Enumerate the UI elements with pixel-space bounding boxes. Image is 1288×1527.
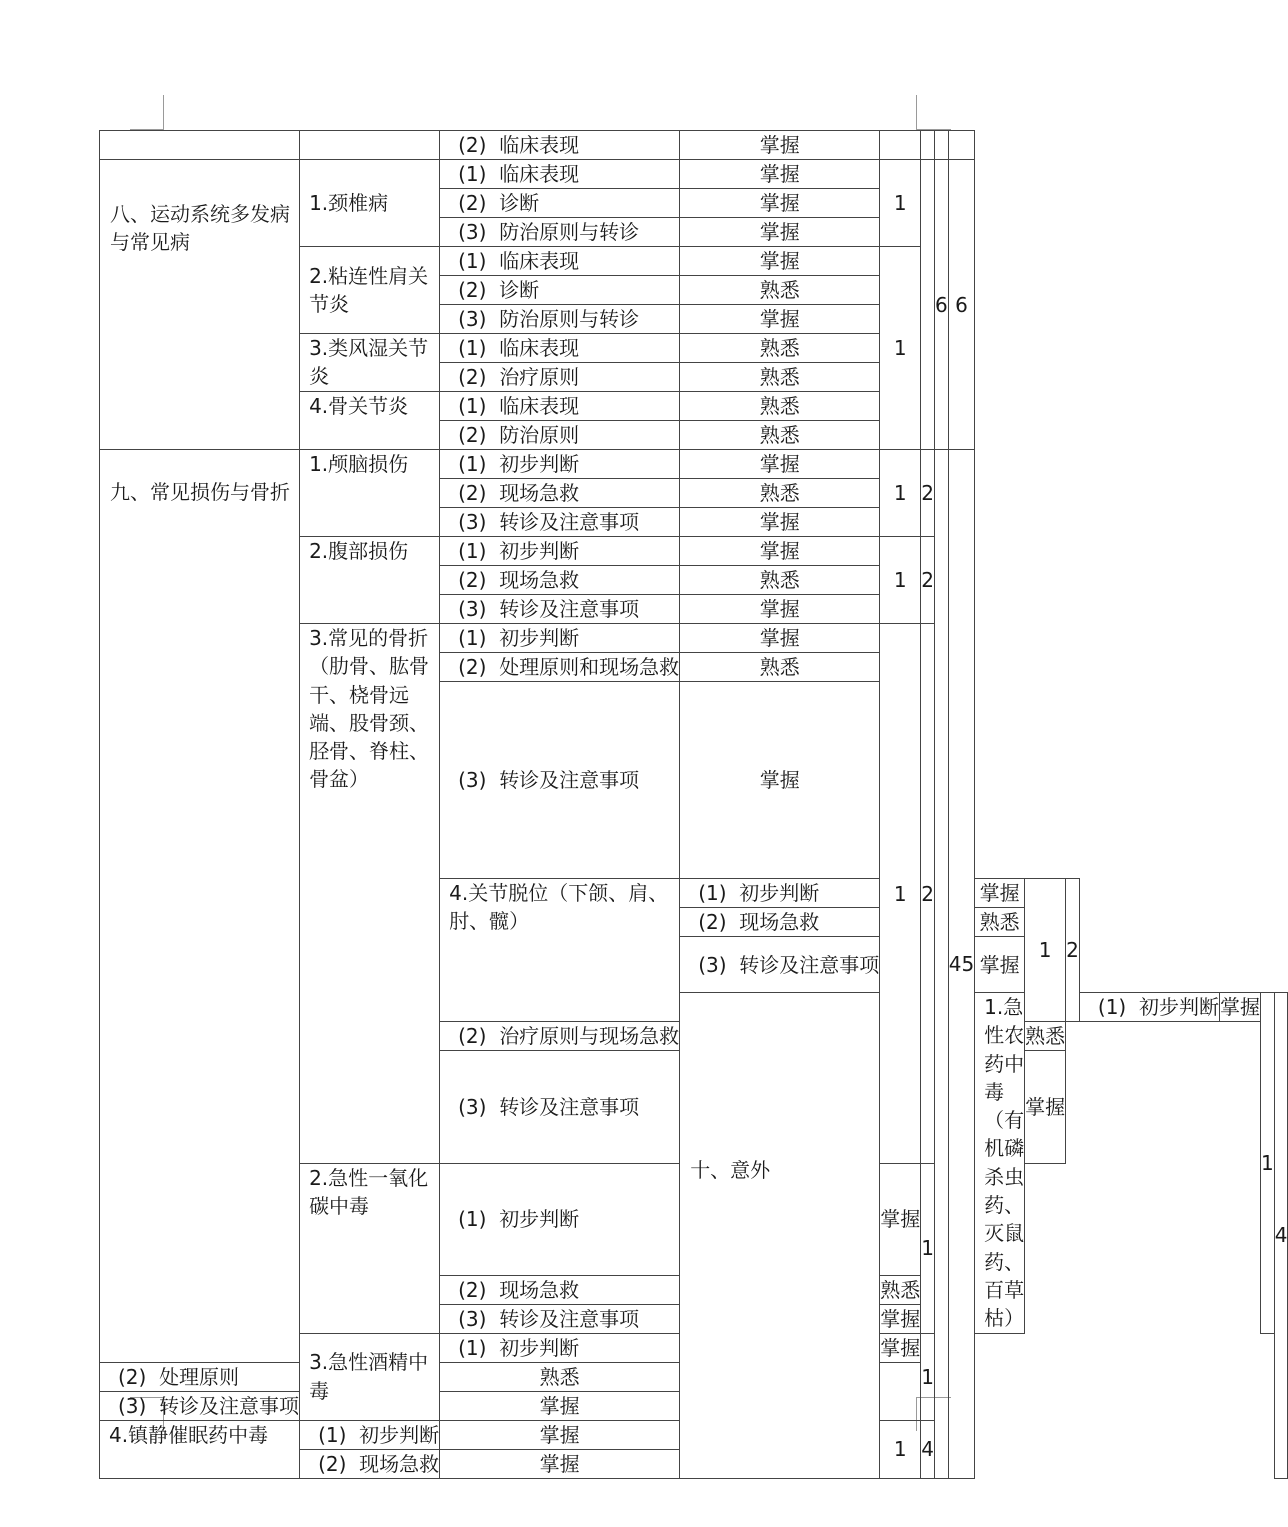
- content-item: (2) 现场急救: [440, 1275, 680, 1304]
- chapter-total: 6: [948, 160, 974, 450]
- content-item: (2) 现场急救: [440, 566, 680, 595]
- table-row: [100, 131, 1288, 160]
- practice-value: 2: [921, 537, 935, 624]
- content-item: (3) 转诊及注意事项: [680, 937, 880, 993]
- requirement-level: 掌握: [880, 1164, 921, 1276]
- topic-title: 4.关节脱位（下颌、肩、肘、髋）: [440, 879, 680, 1022]
- content-item: (1) 临床表现: [440, 160, 680, 189]
- requirement-level: 掌握: [440, 1449, 680, 1478]
- chapter-subtotal: 6: [934, 160, 948, 450]
- hours-value: 1: [880, 160, 921, 247]
- requirement-level: 熟悉: [680, 421, 880, 450]
- hours-value: 1: [880, 247, 921, 450]
- requirement-level: 熟悉: [680, 363, 880, 392]
- requirement-level: 掌握: [680, 218, 880, 247]
- requirement-level: 熟悉: [880, 1275, 921, 1304]
- content-item: (2) 处理原则和现场急救: [440, 653, 680, 682]
- content-item: (2) 现场急救: [300, 1449, 440, 1478]
- requirement-level: 掌握: [680, 450, 880, 479]
- crop-mark-top-left: [130, 95, 164, 130]
- hours-value: 1: [880, 537, 921, 624]
- content-item: (3) 转诊及注意事项: [440, 1304, 680, 1333]
- practice-value: 2: [1066, 879, 1080, 1022]
- topic-title: 4.镇静催眠药中毒: [100, 1420, 300, 1478]
- content-item: (3) 防治原则与转诊: [440, 305, 680, 334]
- table-row: [100, 450, 1288, 479]
- requirement-level: 熟悉: [680, 392, 880, 421]
- content-item: (3) 转诊及注意事项: [440, 508, 680, 537]
- requirement-level: 掌握: [680, 247, 880, 276]
- requirement-level: 掌握: [975, 879, 1025, 908]
- requirement-level: 掌握: [680, 537, 880, 566]
- topic-title: 3.类风湿关节炎: [300, 334, 440, 392]
- requirement-level: 掌握: [680, 682, 880, 879]
- hours-value: 1: [880, 450, 921, 537]
- topic-title: 3.急性酒精中毒: [300, 1333, 440, 1420]
- content-item: (3) 转诊及注意事项: [440, 682, 680, 879]
- practice-value: 4: [921, 1420, 935, 1478]
- total-cell: [948, 131, 974, 160]
- requirement-level: 掌握: [680, 624, 880, 653]
- topic-cell-empty: [300, 131, 440, 160]
- content-item: (2) 治疗原则与现场急救: [440, 1022, 680, 1051]
- hours-value: 1: [880, 624, 921, 1164]
- requirement-level: 熟悉: [680, 276, 880, 305]
- requirement-level: 掌握: [680, 189, 880, 218]
- subtotal-cell: [934, 450, 948, 1479]
- requirement-level: 熟悉: [680, 479, 880, 508]
- content-item: (1) 初步判断: [1079, 993, 1219, 1022]
- topic-title: 2.粘连性肩关节炎: [300, 247, 440, 334]
- practice-cell: [921, 131, 935, 160]
- chapter-title-10: 十、意外: [680, 993, 880, 1479]
- chapter-cell-empty: [100, 131, 300, 160]
- content-item: (2) 防治原则: [440, 421, 680, 450]
- requirement-level: 掌握: [975, 937, 1025, 993]
- topic-title: 1.急性农药中毒（有机磷杀虫药、灭鼠药、百草枯）: [975, 993, 1025, 1334]
- content-item: (2) 处理原则: [100, 1362, 300, 1391]
- practice-value: 2: [921, 624, 935, 1164]
- requirement-level: 熟悉: [680, 334, 880, 363]
- requirement-level: 掌握: [680, 305, 880, 334]
- topic-title: 4.骨关节炎: [300, 392, 440, 450]
- topic-title: 1.颈椎病: [300, 160, 440, 247]
- chapter-title-9: 九、常见损伤与骨折: [100, 450, 300, 1363]
- content-item: (1) 初步判断: [440, 624, 680, 653]
- requirement-level: 掌握: [880, 1333, 921, 1362]
- topic-title: 1.颅脑损伤: [300, 450, 440, 537]
- content-item: (3) 转诊及注意事项: [100, 1391, 300, 1420]
- requirement-level: 掌握: [880, 1304, 921, 1333]
- requirement-level: 熟悉: [680, 653, 880, 682]
- content-item: (1) 初步判断: [440, 450, 680, 479]
- content-item: (1) 临床表现: [440, 392, 680, 421]
- crop-mark-top-right: [916, 95, 951, 130]
- chapter-title-8: 八、运动系统多发病与常见病: [100, 160, 300, 450]
- content-item: (1) 临床表现: [440, 334, 680, 363]
- practice-cell: [921, 160, 935, 450]
- requirement-level: 熟悉: [975, 908, 1025, 937]
- table-row: [100, 160, 1288, 189]
- content-item: (2) 诊断: [440, 276, 680, 305]
- requirement-level: 掌握: [1025, 1051, 1066, 1164]
- hours-value: 1: [880, 1420, 921, 1478]
- requirement-level: 熟悉: [1025, 1022, 1066, 1051]
- content-item: (3) 转诊及注意事项: [440, 1051, 680, 1164]
- content-item: (2) 现场急救: [440, 479, 680, 508]
- content-item: (1) 初步判断: [440, 1164, 680, 1276]
- topic-title: 2.腹部损伤: [300, 537, 440, 624]
- content-item: (2) 诊断: [440, 189, 680, 218]
- requirement-level: 掌握: [680, 595, 880, 624]
- topic-title: 3.常见的骨折（肋骨、肱骨干、桡骨远端、股骨颈、胫骨、脊柱、骨盆）: [300, 624, 440, 1164]
- hours-value: 1: [921, 1164, 935, 1334]
- requirement-level: 熟悉: [440, 1362, 680, 1391]
- hours-value: 1: [1025, 879, 1066, 1022]
- requirement-level: 掌握: [1219, 993, 1260, 1022]
- hours-value: 1: [1260, 993, 1274, 1334]
- requirement-level: 掌握: [680, 160, 880, 189]
- requirement-level: 掌握: [680, 508, 880, 537]
- content-item: (1) 初步判断: [300, 1420, 440, 1449]
- content-item: (3) 防治原则与转诊: [440, 218, 680, 247]
- practice-value: 4: [1274, 993, 1288, 1479]
- content-item: (2) 现场急救: [680, 908, 880, 937]
- hours-cell: [880, 131, 921, 160]
- content-item: (1) 临床表现: [440, 247, 680, 276]
- content-item: (2) 临床表现: [440, 131, 680, 160]
- content-item: (3) 转诊及注意事项: [440, 595, 680, 624]
- subtotal-cell: [934, 131, 948, 160]
- practice-value: 2: [921, 450, 935, 537]
- section-total: 45: [948, 450, 974, 1479]
- topic-title: 2.急性一氧化碳中毒: [300, 1164, 440, 1334]
- content-item: (1) 初步判断: [680, 879, 880, 908]
- content-item: (1) 初步判断: [440, 537, 680, 566]
- content-item: (1) 初步判断: [440, 1333, 680, 1362]
- requirement-level: 掌握: [440, 1391, 680, 1420]
- content-item: (2) 治疗原则: [440, 363, 680, 392]
- requirement-level: 熟悉: [680, 566, 880, 595]
- requirement-level: 掌握: [680, 131, 880, 160]
- hours-value: 1: [921, 1333, 935, 1420]
- requirement-level: 掌握: [440, 1420, 680, 1449]
- curriculum-table: [99, 130, 1288, 1479]
